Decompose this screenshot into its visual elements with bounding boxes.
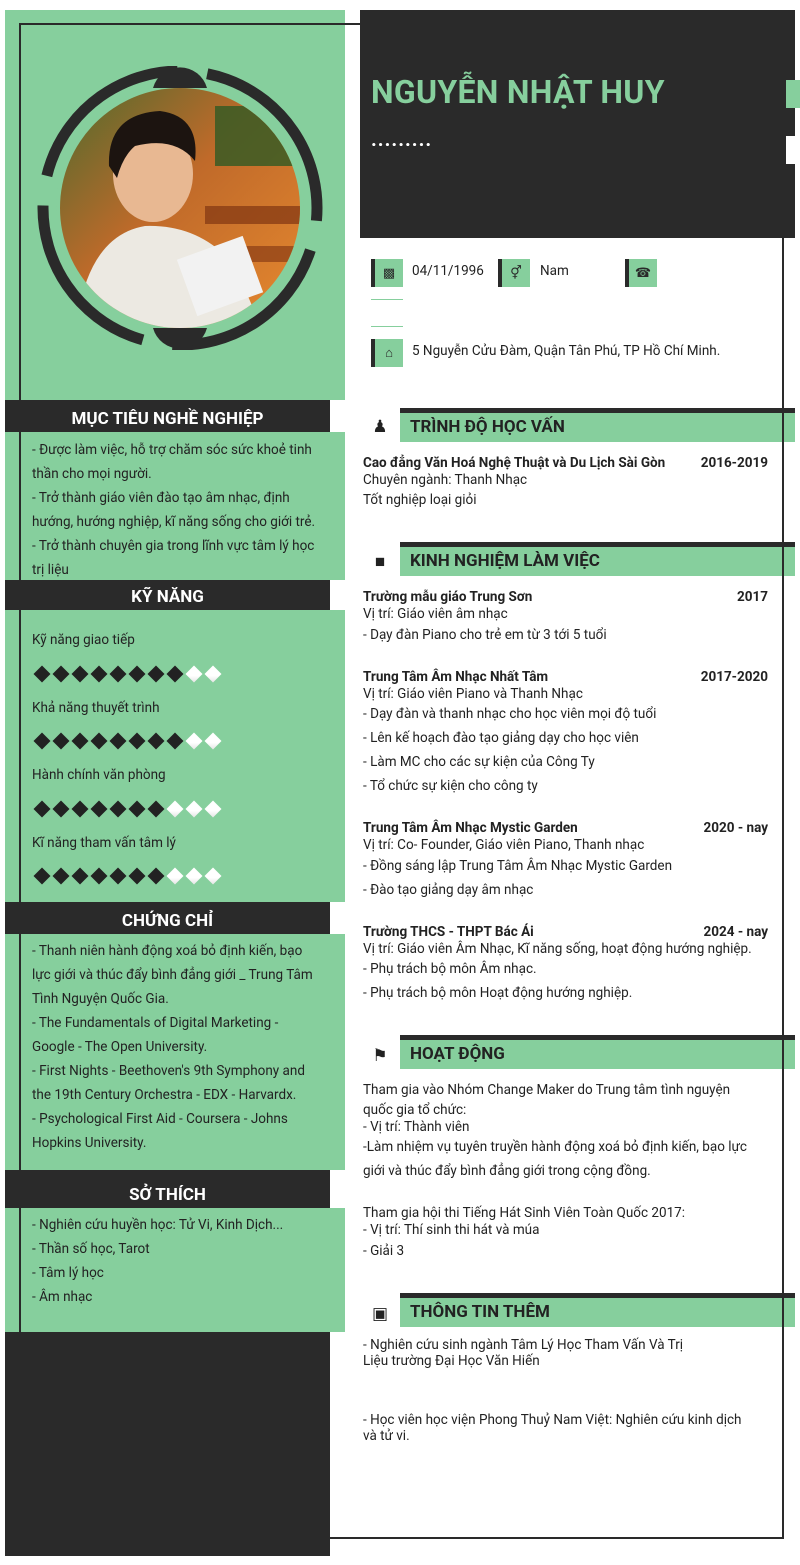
graduate-icon: ♟	[372, 417, 388, 437]
objective-line: hướng, hướng nghiệp, kĩ năng sống cho giới trẻ.	[32, 514, 316, 530]
certificates-text	[32, 939, 325, 1155]
skill-diamond-filled	[110, 868, 127, 885]
extra-title: THÔNG TIN THÊM	[410, 1302, 550, 1322]
activity-text: giới và thúc đẩy bình đẳng giới trong cộng đồng.	[363, 1163, 651, 1179]
skill-diamond-filled	[148, 733, 165, 750]
skill-diamond-filled	[129, 868, 146, 885]
job-company: Trung Tâm Âm Nhạc Mystic Garden	[363, 820, 578, 836]
education-result: Tốt nghiệp loại giỏi	[363, 492, 477, 508]
objective-line: thần cho mọi người.	[32, 466, 152, 482]
skill-rating	[36, 870, 219, 882]
gender-value: Nam	[540, 263, 569, 279]
presentation-icon: ▣	[371, 1304, 389, 1324]
skill-label: Kĩ năng tham vấn tâm lý	[32, 835, 176, 851]
skill-diamond-filled	[72, 801, 89, 818]
hobbies-text	[32, 1213, 325, 1309]
skill-diamond-filled	[148, 801, 165, 818]
education-date: 2016-2019	[700, 455, 768, 471]
skill-diamond-filled	[167, 733, 184, 750]
skill-diamond-empty	[205, 666, 222, 683]
certificate-line: the 19th Century Orchestra - EDX - Harvardx.	[32, 1087, 297, 1103]
certificate-line: Tình Nguyện Quốc Gia.	[32, 991, 169, 1007]
skill-diamond-filled	[129, 801, 146, 818]
extra-text: - Nghiên cứu sinh ngành Tâm Lý Học Tham Vấn Và Trị	[363, 1337, 684, 1353]
job-role: Vị trí: Giáo viên Piano và Thanh Nhạc	[363, 686, 583, 702]
extra-text: Liệu trường Đại Học Văn Hiến	[363, 1353, 540, 1369]
skill-diamond-filled	[148, 868, 165, 885]
skill-diamond-filled	[34, 868, 51, 885]
skill-rating	[36, 668, 219, 680]
activity-text: - Giải 3	[363, 1243, 405, 1259]
certificates-title: CHỨNG CHỈ	[5, 906, 330, 936]
skill-label: Hành chính văn phòng	[32, 767, 166, 783]
hobby-line: - Nghiên cứu huyền học: Tử Vi, Kinh Dịch...	[32, 1217, 284, 1233]
activity-text: Tham gia vào Nhóm Change Maker do Trung tâm tình nguyện	[363, 1082, 731, 1098]
objective-text	[32, 438, 325, 582]
activity-text: Tham gia hội thi Tiếng Hát Sinh Viên Toàn Quốc 2017:	[363, 1205, 686, 1221]
skill-diamond-filled	[91, 868, 108, 885]
skill-diamond-filled	[34, 733, 51, 750]
extra-header	[400, 1293, 795, 1327]
education-header	[400, 408, 795, 442]
skill-label: Kỹ năng giao tiếp	[32, 632, 135, 648]
extra-text: và tử vi.	[363, 1428, 410, 1444]
skill-diamond-empty	[167, 868, 184, 885]
certificate-line: - First Nights - Beethoven's 9th Symphony and	[32, 1063, 305, 1079]
home-icon: ⌂	[371, 339, 403, 367]
hobby-line: - Âm nhạc	[32, 1289, 93, 1305]
hobby-line: - Tâm lý học	[32, 1265, 104, 1281]
certificate-line: - Thanh niên hành động xoá bỏ định kiến, bạo	[32, 943, 303, 959]
birthday-value: 04/11/1996	[412, 263, 484, 279]
briefcase-icon: ■	[374, 552, 386, 572]
skill-diamond-filled	[72, 868, 89, 885]
skill-diamond-empty	[186, 666, 203, 683]
job-task: - Phụ trách bộ môn Âm nhạc.	[363, 961, 537, 977]
skill-diamond-filled	[34, 666, 51, 683]
header-accent-tab	[786, 80, 800, 108]
job-task: - Làm MC cho các sự kiện của Công Ty	[363, 754, 595, 770]
skill-diamond-empty	[186, 733, 203, 750]
phone-icon: ☎	[625, 259, 657, 287]
skill-diamond-filled	[91, 801, 108, 818]
job-task: - Tổ chức sự kiện cho công ty	[363, 778, 538, 794]
experience-header	[400, 542, 795, 576]
experience-title: KINH NGHIỆM LÀM VIỆC	[410, 551, 600, 571]
full-name: NGUYỄN NHẬT HUY	[371, 73, 665, 111]
job-title-placeholder: .........	[371, 127, 433, 151]
gender-icon: ⚥	[498, 259, 530, 287]
megaphone-icon: ⚑	[372, 1046, 388, 1066]
certificate-line: Google - The Open University.	[32, 1039, 208, 1055]
activity-text: - Vị trí: Thí sinh thi hát và múa	[363, 1222, 540, 1238]
skill-diamond-filled	[53, 801, 70, 818]
job-task: - Phụ trách bộ môn Hoạt động hướng nghiệp.	[363, 985, 633, 1001]
job-company: Trung Tâm Âm Nhạc Nhất Tâm	[363, 669, 549, 685]
skill-diamond-empty	[205, 868, 222, 885]
header-panel	[360, 10, 795, 238]
job-role: Vị trí: Giáo viên âm nhạc	[363, 606, 508, 622]
skills-panel	[5, 610, 345, 902]
activity-text: quốc gia tổ chức:	[363, 1102, 467, 1118]
cake-icon: ▩	[371, 259, 403, 287]
job-company: Trường THCS - THPT Bác Ái	[363, 924, 534, 940]
objective-line: trị liệu	[32, 562, 69, 578]
skill-diamond-filled	[53, 733, 70, 750]
objective-title: MỤC TIÊU NGHỀ NGHIỆP	[5, 404, 330, 434]
avatar	[35, 66, 325, 350]
skill-diamond-filled	[110, 666, 127, 683]
certificate-line: lực giới và thúc đẩy bình đẳng giới _ Trung Tâm	[32, 967, 313, 983]
skill-diamond-filled	[129, 666, 146, 683]
skill-diamond-filled	[110, 733, 127, 750]
certificate-line: - The Fundamentals of Digital Marketing -	[32, 1015, 279, 1031]
skill-diamond-filled	[34, 801, 51, 818]
objective-line: - Trở thành chuyên gia trong lĩnh vực tâm lý học	[32, 538, 315, 554]
skill-diamond-empty	[186, 868, 203, 885]
skill-diamond-filled	[110, 801, 127, 818]
certificate-line: Hopkins University.	[32, 1135, 147, 1151]
skill-diamond-filled	[167, 666, 184, 683]
activities-title: HOẠT ĐỘNG	[410, 1044, 505, 1064]
job-task: - Lên kế hoạch đào tạo giảng dạy cho học viên	[363, 730, 639, 746]
activities-header	[400, 1035, 795, 1069]
divider	[371, 299, 403, 300]
skill-diamond-filled	[72, 666, 89, 683]
skill-rating	[36, 803, 219, 815]
certificate-line: - Psychological First Aid - Coursera - Johns	[32, 1111, 288, 1127]
education-major: Chuyên ngành: Thanh Nhạc	[363, 472, 528, 488]
job-task: - Dạy đàn và thanh nhạc cho học viên mọi độ tuổi	[363, 706, 657, 722]
job-date: 2024 - nay	[703, 924, 768, 940]
skill-diamond-filled	[72, 733, 89, 750]
job-date: 2020 - nay	[703, 820, 768, 836]
skill-diamond-filled	[91, 666, 108, 683]
objective-line: - Được làm việc, hỗ trợ chăm sóc sức khoẻ tinh	[32, 442, 312, 458]
skill-diamond-empty	[167, 801, 184, 818]
address-value: 5 Nguyễn Cửu Đàm, Quận Tân Phú, TP Hồ Chí Minh.	[412, 343, 721, 359]
skill-diamond-filled	[129, 733, 146, 750]
skill-label: Khả năng thuyết trình	[32, 700, 160, 716]
skill-rating	[36, 735, 219, 747]
job-role: Vị trí: Co- Founder, Giáo viên Piano, Thanh nhạc	[363, 837, 645, 853]
skill-diamond-filled	[53, 666, 70, 683]
skill-diamond-filled	[148, 666, 165, 683]
skill-diamond-empty	[205, 801, 222, 818]
job-company: Trường mẫu giáo Trung Sơn	[363, 589, 533, 605]
job-task: - Dạy đàn Piano cho trẻ em từ 3 tới 5 tuổi	[363, 627, 607, 643]
header-accent-tab	[786, 136, 800, 164]
skill-diamond-filled	[91, 733, 108, 750]
skill-diamond-filled	[53, 868, 70, 885]
job-date: 2017-2020	[700, 669, 768, 685]
hobby-line: - Thần số học, Tarot	[32, 1241, 150, 1257]
extra-text: - Học viên học viện Phong Thuỷ Nam Việt: Nghiên cứu kinh dịch	[363, 1412, 742, 1428]
job-date: 2017	[737, 589, 768, 605]
skill-diamond-empty	[205, 733, 222, 750]
education-title: TRÌNH ĐỘ HỌC VẤN	[410, 417, 565, 437]
skills-title: KỸ NĂNG	[5, 582, 330, 612]
skill-diamond-empty	[186, 801, 203, 818]
activity-text: -Làm nhiệm vụ tuyên truyền hành động xoá bỏ định kiến, bạo lực	[363, 1139, 747, 1155]
job-task: - Đào tạo giảng dạy âm nhạc	[363, 882, 534, 898]
hobbies-title: SỞ THÍCH	[5, 1180, 330, 1210]
job-role: Vị trí: Giáo viên Âm Nhạc, Kĩ năng sống, hoạt động hướng nghiệp.	[363, 941, 752, 957]
divider	[371, 326, 403, 327]
objective-line: - Trở thành giáo viên đào tạo âm nhạc, định	[32, 490, 290, 506]
school-name: Cao đẳng Văn Hoá Nghệ Thuật và Du Lịch Sài Gòn	[363, 455, 666, 471]
activity-text: - Vị trí: Thành viên	[363, 1119, 470, 1135]
job-task: - Đồng sáng lập Trung Tâm Âm Nhạc Mystic Garden	[363, 858, 673, 874]
